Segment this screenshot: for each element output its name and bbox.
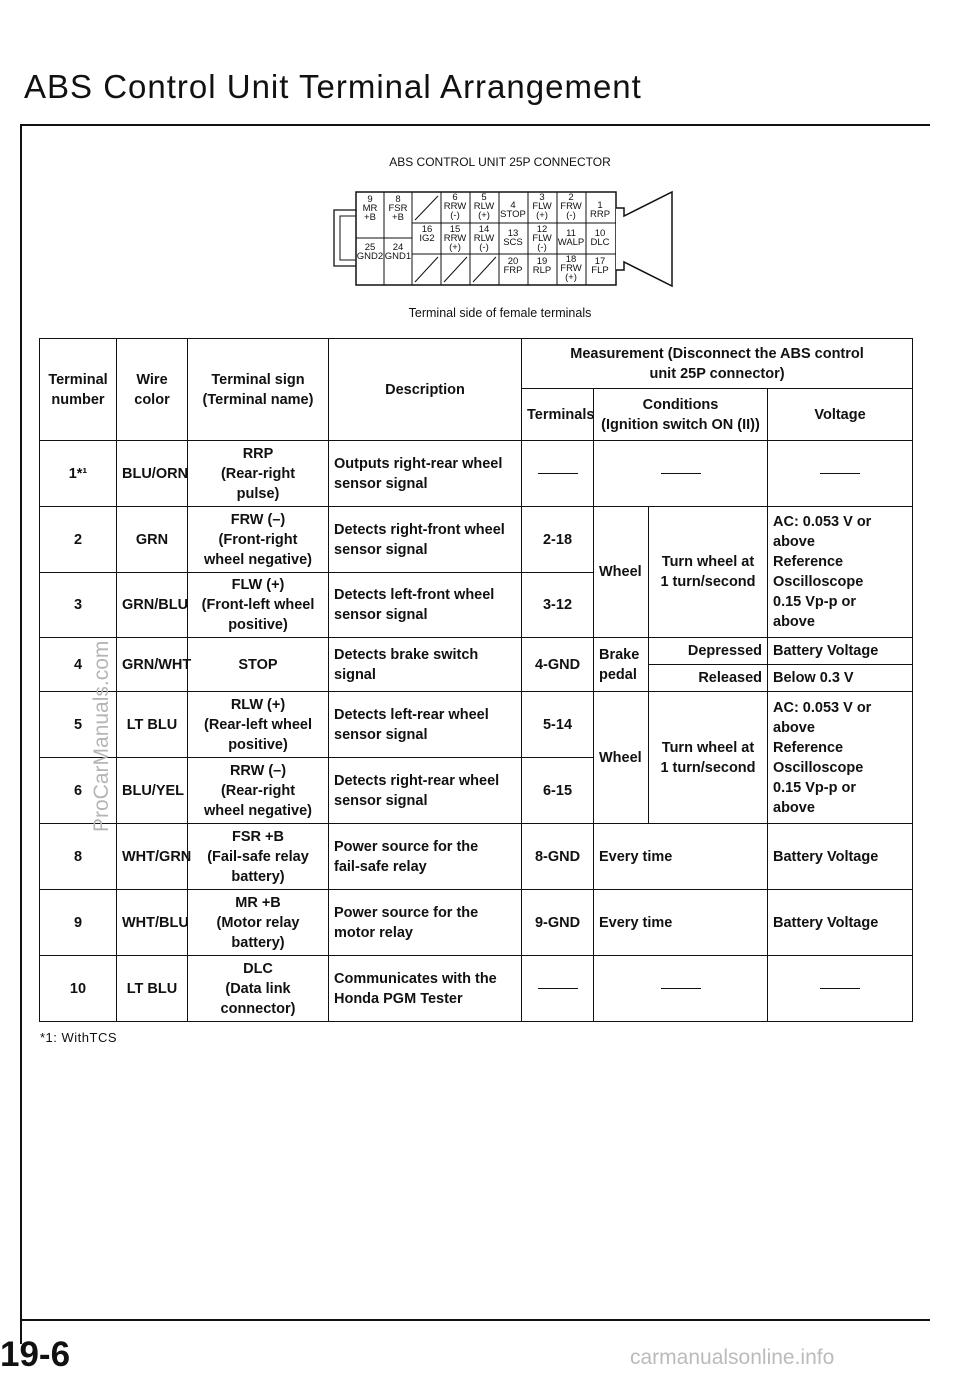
svg-text:RRW: RRW [443, 233, 467, 244]
svg-text:14: 14 [478, 224, 490, 235]
svg-text:11: 11 [566, 228, 576, 239]
terminal-sign: FLW (+) (Front-left wheel positive) [188, 573, 329, 638]
wire-color: LT BLU [117, 692, 188, 758]
table-row [40, 638, 913, 665]
frame-bottom-rule [20, 1319, 930, 1321]
connector-caption: Terminal side of female terminals [408, 306, 592, 320]
conditions: Every time [594, 890, 768, 956]
wire-color: GRN/WHT [117, 638, 188, 692]
wheel-voltage: AC: 0.053 V or above Reference Oscilloscope 0.15 Vp-p or above [768, 507, 913, 638]
brake-depressed: Depressed [649, 638, 768, 665]
wheel-label: Wheel [594, 507, 649, 638]
svg-text:4: 4 [510, 200, 516, 211]
svg-text:(+): (+) [478, 210, 490, 221]
svg-text:MR: MR [362, 203, 378, 214]
terminal-sign: RLW (+) (Rear-left wheel positive) [188, 692, 329, 758]
svg-text:DLC: DLC [590, 237, 610, 248]
description: Detects right-rear wheel sensor signal [329, 758, 522, 824]
wire-color: BLU/YEL [117, 758, 188, 824]
terminal-sign: FSR +B (Fail-safe relay battery) [188, 824, 329, 890]
table-row [40, 824, 913, 890]
svg-text:25: 25 [364, 242, 376, 253]
svg-text:9: 9 [367, 194, 373, 205]
terminal-number: 10 [40, 956, 117, 1022]
svg-text:2: 2 [568, 192, 574, 203]
svg-text:10: 10 [594, 228, 606, 239]
wire-color: GRN [117, 507, 188, 573]
connector-lock-tab [334, 210, 356, 266]
footer-url: carmanualsonline.info [630, 1346, 835, 1369]
header-description: Description [329, 339, 522, 441]
svg-text:FLW: FLW [532, 233, 552, 244]
terminals: 2-18 [522, 507, 594, 573]
svg-text:3: 3 [539, 192, 545, 203]
brake-label: Brake pedal [594, 638, 649, 692]
svg-text:SCS: SCS [503, 237, 523, 248]
conditions: Every time [594, 824, 768, 890]
svg-text:(+): (+) [536, 210, 548, 221]
terminal-number: 9 [40, 890, 117, 956]
description: Power source for the motor relay [329, 890, 522, 956]
svg-text:6: 6 [452, 192, 458, 203]
footnote: *1: WithTCS [40, 1030, 118, 1045]
wheel-voltage: AC: 0.053 V or above Reference Oscilloscope 0.15 Vp-p or above [768, 692, 913, 824]
wire-color: BLU/ORN [117, 441, 188, 507]
svg-text:FRP: FRP [503, 265, 523, 276]
terminal-sign: MR +B (Motor relay battery) [188, 890, 329, 956]
terminals: 9-GND [522, 890, 594, 956]
svg-text:(-): (-) [479, 242, 489, 253]
terminals-empty [522, 441, 594, 507]
voltage-empty [768, 441, 913, 507]
frame-left-rule [20, 124, 22, 1344]
svg-text:(-): (-) [537, 242, 547, 253]
terminal-number: 6 [40, 758, 117, 824]
wire-color: LT BLU [117, 956, 188, 1022]
frame-top-rule [20, 124, 930, 126]
terminals: 8-GND [522, 824, 594, 890]
header-terminal-number: Terminal number [40, 339, 117, 441]
svg-text:FRW: FRW [560, 201, 582, 212]
connector-wire-guide [616, 192, 672, 286]
terminal-number: 1*¹ [40, 441, 117, 507]
voltage-empty [768, 956, 913, 1022]
wire-color: WHT/GRN [117, 824, 188, 890]
terminal-number: 4 [40, 638, 117, 692]
description: Detects right-front wheel sensor signal [329, 507, 522, 573]
connector-title: ABS CONTROL UNIT 25P CONNECTOR [389, 155, 611, 169]
connector-diagram [328, 188, 678, 293]
svg-text:RRP: RRP [589, 209, 611, 220]
terminal-table [39, 338, 913, 1022]
svg-text:1: 1 [597, 200, 603, 211]
terminal-number: 8 [40, 824, 117, 890]
wheel-label: Wheel [594, 692, 649, 824]
terminal-number: 3 [40, 573, 117, 638]
svg-text:GND2: GND2 [356, 251, 384, 262]
terminals: 3-12 [522, 573, 594, 638]
svg-text:8: 8 [395, 194, 401, 205]
svg-text:RRW: RRW [443, 201, 467, 212]
svg-text:GND1: GND1 [384, 251, 412, 262]
svg-text:FLW: FLW [532, 201, 552, 212]
svg-text:(+): (+) [565, 272, 577, 283]
terminal-sign: RRW (–) (Rear-right wheel negative) [188, 758, 329, 824]
description: Communicates with the Honda PGM Tester [329, 956, 522, 1022]
svg-text:RLW: RLW [473, 233, 495, 244]
brake-depressed-voltage: Battery Voltage [768, 638, 913, 665]
terminals: 5-14 [522, 692, 594, 758]
svg-text:+B: +B [392, 212, 404, 223]
description: Outputs right-rear wheel sensor signal [329, 441, 522, 507]
svg-text:5: 5 [481, 192, 487, 203]
wire-color: WHT/BLU [117, 890, 188, 956]
terminal-number: 5 [40, 692, 117, 758]
svg-text:12: 12 [536, 224, 548, 235]
description: Detects left-rear wheel sensor signal [329, 692, 522, 758]
svg-text:+B: +B [364, 212, 376, 223]
header-terminals: Terminals [522, 389, 594, 441]
svg-text:15: 15 [449, 224, 461, 235]
svg-text:(-): (-) [450, 210, 460, 221]
brake-released: Released [649, 665, 768, 692]
svg-text:19: 19 [536, 256, 548, 267]
page-title: ABS Control Unit Terminal Arrangement [24, 68, 642, 105]
header-measurement: Measurement (Disconnect the ABS control unit 25P connector) [522, 339, 913, 389]
brake-released-voltage: Below 0.3 V [768, 665, 913, 692]
conditions-empty [594, 441, 768, 507]
wheel-condition: Turn wheel at 1 turn/second [649, 507, 768, 638]
terminals: 6-15 [522, 758, 594, 824]
svg-text:20: 20 [507, 256, 519, 267]
voltage: Battery Voltage [768, 824, 913, 890]
watermark: ProCarManuals.com [90, 640, 113, 832]
terminal-sign: STOP [188, 638, 329, 692]
svg-text:STOP: STOP [500, 209, 526, 220]
terminal-sign: DLC (Data link connector) [188, 956, 329, 1022]
terminals-empty [522, 956, 594, 1022]
svg-text:(+): (+) [449, 242, 461, 253]
svg-text:13: 13 [507, 228, 519, 239]
terminal-sign: FRW (–) (Front-right wheel negative) [188, 507, 329, 573]
header-conditions: Conditions (Ignition switch ON (II)) [594, 389, 768, 441]
wheel-condition: Turn wheel at 1 turn/second [649, 692, 768, 824]
table-row [40, 956, 913, 1022]
conditions-empty [594, 956, 768, 1022]
svg-text:24: 24 [392, 242, 404, 253]
svg-text:18: 18 [565, 254, 577, 265]
svg-text:RLP: RLP [532, 265, 552, 276]
table-row [40, 507, 913, 573]
description: Detects left-front wheel sensor signal [329, 573, 522, 638]
terminal-number: 2 [40, 507, 117, 573]
terminals: 4-GND [522, 638, 594, 692]
svg-text:IG2: IG2 [419, 233, 435, 244]
svg-text:RLW: RLW [473, 201, 495, 212]
header-terminal-sign: Terminal sign (Terminal name) [188, 339, 329, 441]
svg-text:17: 17 [594, 256, 606, 267]
svg-text:FLP: FLP [591, 265, 609, 276]
table-row [40, 890, 913, 956]
svg-text:WALP: WALP [557, 237, 585, 248]
svg-text:(-): (-) [566, 210, 576, 221]
table-row [40, 441, 913, 507]
wire-color: GRN/BLU [117, 573, 188, 638]
voltage: Battery Voltage [768, 890, 913, 956]
svg-text:FSR: FSR [388, 203, 408, 214]
terminal-sign: RRP (Rear-right pulse) [188, 441, 329, 507]
header-voltage: Voltage [768, 389, 913, 441]
table-row [40, 692, 913, 758]
header-wire-color: Wire color [117, 339, 188, 441]
description: Detects brake switch signal [329, 638, 522, 692]
page-number: 19-6 [0, 1335, 71, 1374]
svg-text:16: 16 [421, 224, 433, 235]
svg-text:FRW: FRW [560, 263, 582, 274]
description: Power source for the fail-safe relay [329, 824, 522, 890]
